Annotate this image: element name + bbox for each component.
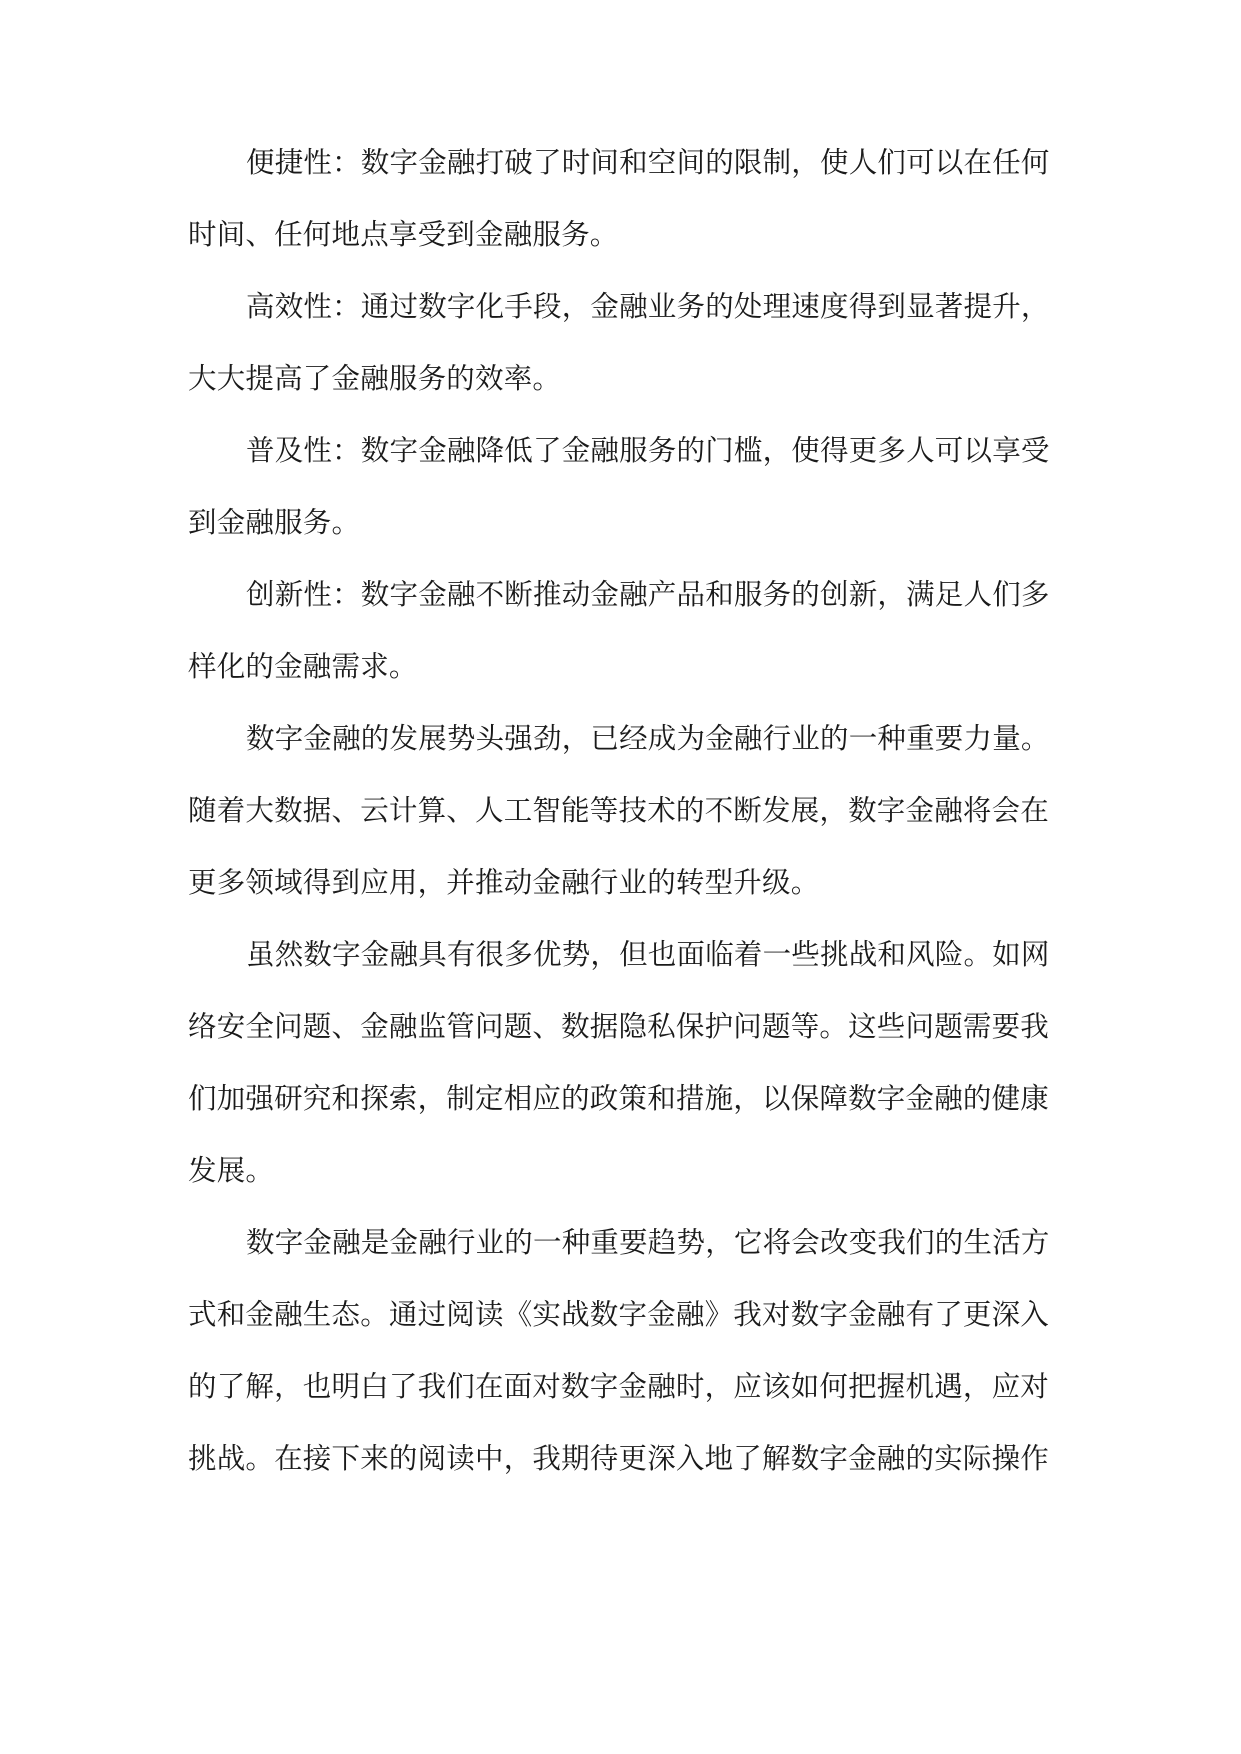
text-line: 挑战。在接下来的阅读中，我期待更深入地了解数字金融的实际操作 [188, 1442, 1050, 1475]
text-line: 发展。 [188, 1154, 275, 1187]
text-line: 到金融服务。 [188, 506, 361, 539]
text-line: 们加强研究和探索，制定相应的政策和措施，以保障数字金融的健康 [188, 1082, 1050, 1115]
text-line: 时间、任何地点享受到金融服务。 [188, 218, 619, 251]
text-line: 数字金融的发展势头强劲，已经成为金融行业的一种重要力量。 [246, 722, 1050, 755]
text-line: 样化的金融需求。 [188, 650, 418, 683]
text-line: 数字金融是金融行业的一种重要趋势，它将会改变我们的生活方 [246, 1226, 1050, 1259]
text-line: 虽然数字金融具有很多优势，但也面临着一些挑战和风险。如网 [246, 938, 1050, 971]
text-line: 普及性：数字金融降低了金融服务的门槛，使得更多人可以享受 [246, 434, 1050, 467]
text-line: 式和金融生态。通过阅读《实战数字金融》我对数字金融有了更深入 [188, 1298, 1050, 1331]
text-line: 络安全问题、金融监管问题、数据隐私保护问题等。这些问题需要我 [188, 1010, 1050, 1043]
text-line: 创新性：数字金融不断推动金融产品和服务的创新，满足人们多 [246, 578, 1050, 611]
text-line: 随着大数据、云计算、人工智能等技术的不断发展，数字金融将会在 [188, 794, 1050, 827]
text-line: 更多领域得到应用，并推动金融行业的转型升级。 [188, 866, 820, 899]
text-line: 便捷性：数字金融打破了时间和空间的限制，使人们可以在任何 [246, 146, 1050, 179]
text-line: 的了解，也明白了我们在面对数字金融时，应该如何把握机遇，应对 [188, 1370, 1050, 1403]
text-line: 大大提高了金融服务的效率。 [188, 362, 562, 395]
text-line: 高效性：通过数字化手段，金融业务的处理速度得到显著提升， [246, 290, 1050, 323]
